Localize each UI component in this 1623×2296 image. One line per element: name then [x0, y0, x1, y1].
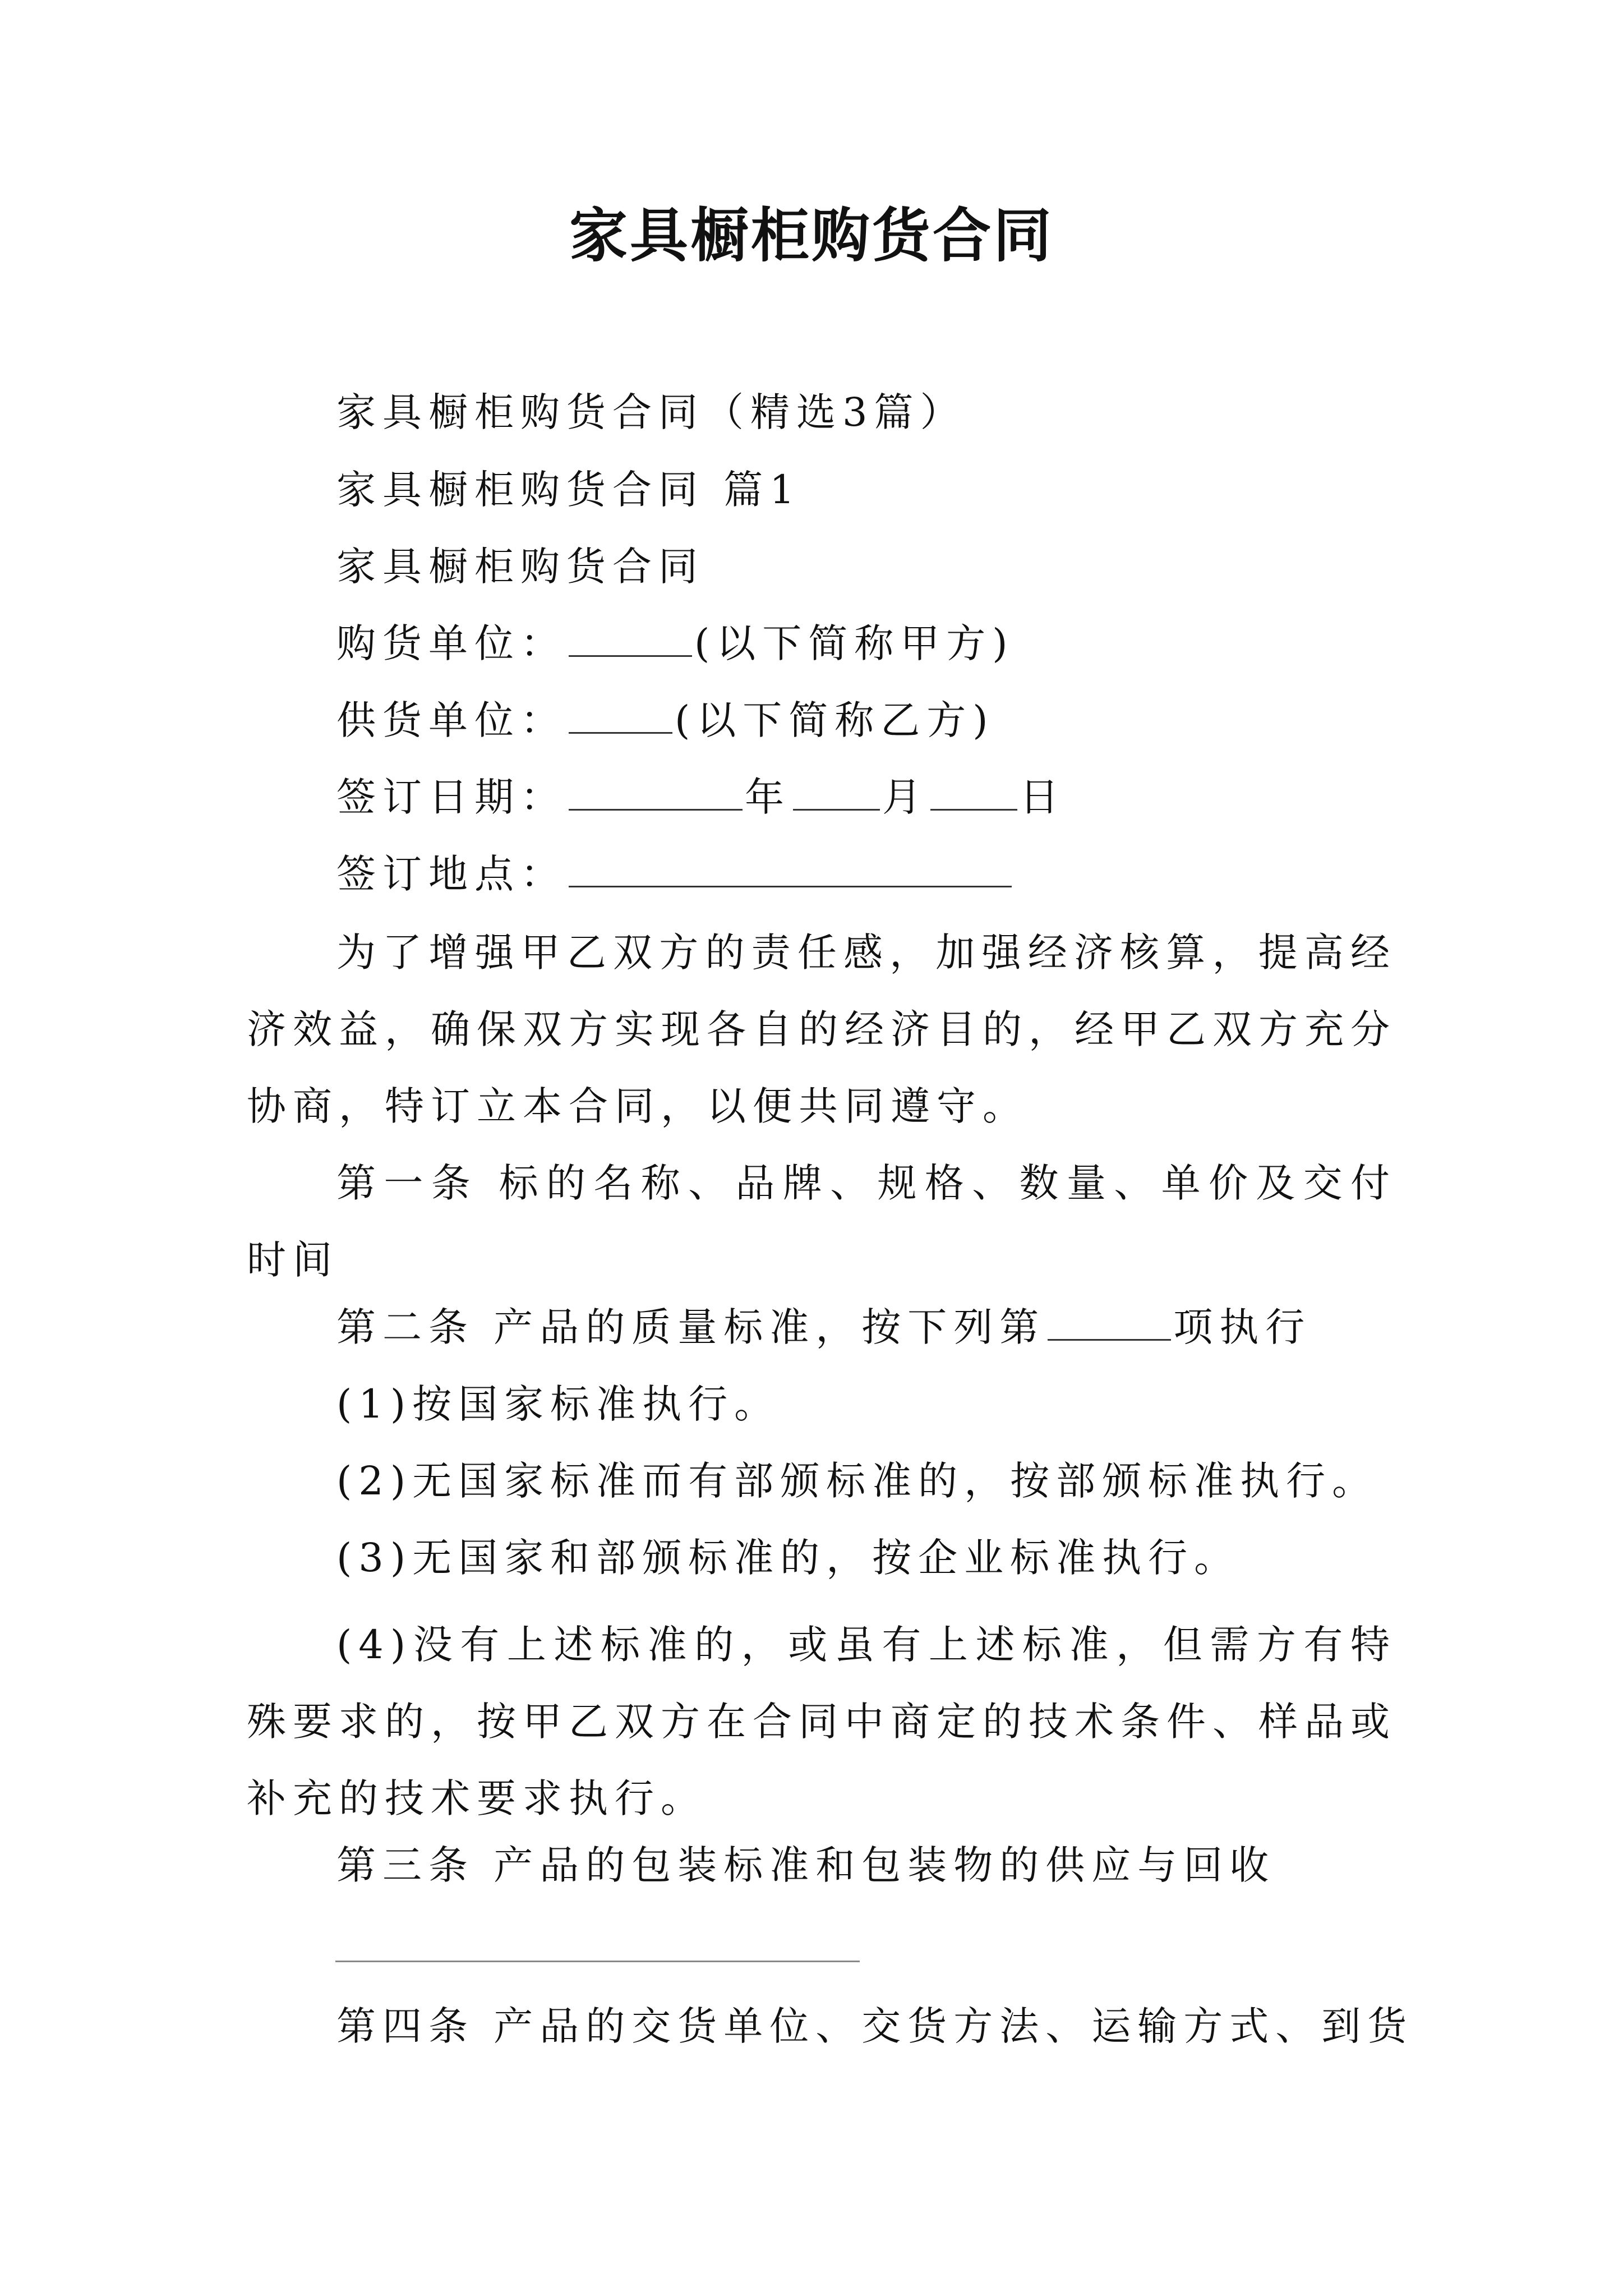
supplier-note: (以下简称乙方): [675, 697, 995, 743]
article-3: 第三条 产品的包装标准和包装物的供应与回收: [336, 1842, 1276, 1888]
article-1: 第一条 标的名称、品牌、规格、数量、单价及交付时间: [247, 1160, 1396, 1283]
supplier-blank: [569, 697, 672, 734]
section-divider: [335, 1961, 860, 1962]
day-text: 日: [1020, 774, 1066, 820]
year-text: 年: [745, 774, 791, 820]
date-label: 签订日期：: [336, 774, 566, 820]
item-4: (4)没有上述标准的，或虽有上述标准，但需方有特殊要求的，按甲乙双方在合同中商定的技术条件、样品或补充的技术要求执行。: [247, 1622, 1396, 1821]
article-4: 第四条 产品的交货单位、交货方法、运输方式、到货: [336, 2003, 1414, 2049]
intro-paragraph: 为了增强甲乙双方的责任感，加强经济核算，提高经济效益，确保双方实现各自的经济目的，经甲乙双方充分协商，特订立本合同，以便共同遵守。: [247, 930, 1396, 1129]
article-2: [336, 1299, 1311, 1355]
item-1: (1)按国家标准执行。: [336, 1381, 781, 1427]
buyer-blank: [569, 620, 692, 657]
item-3: (3)无国家和部颁标准的，按企业标准执行。: [336, 1535, 1241, 1581]
year-blank: [569, 774, 743, 811]
month-blank: [793, 774, 880, 811]
article-2-suffix: 项执行: [1173, 1304, 1312, 1350]
part-heading: 家具橱柜购货合同 篇1: [336, 467, 801, 513]
month-text: 月: [882, 774, 928, 820]
contract-name: 家具橱柜购货合同: [336, 544, 704, 590]
supplier-label: 供货单位：: [336, 697, 566, 743]
buyer-note: (以下简称甲方): [694, 620, 1015, 666]
place-blank: [569, 851, 1012, 887]
buyer-line: [336, 615, 1015, 671]
place-label: 签订地点：: [336, 851, 566, 897]
buyer-label: 购货单位：: [336, 620, 566, 666]
place-line: [336, 846, 1014, 902]
article-2-prefix: 第二条 产品的质量标准，按下列第: [336, 1304, 1046, 1350]
document-title: 家具橱柜购货合同: [569, 201, 1054, 270]
article-2-blank: [1048, 1304, 1171, 1341]
item-2: (2)无国家标准而有部颁标准的，按部颁标准执行。: [336, 1458, 1378, 1504]
supplier-line: [336, 692, 995, 748]
subtitle: 家具橱柜购货合同（精选3篇）: [336, 389, 966, 435]
day-blank: [930, 774, 1017, 811]
date-line: [336, 769, 1066, 825]
